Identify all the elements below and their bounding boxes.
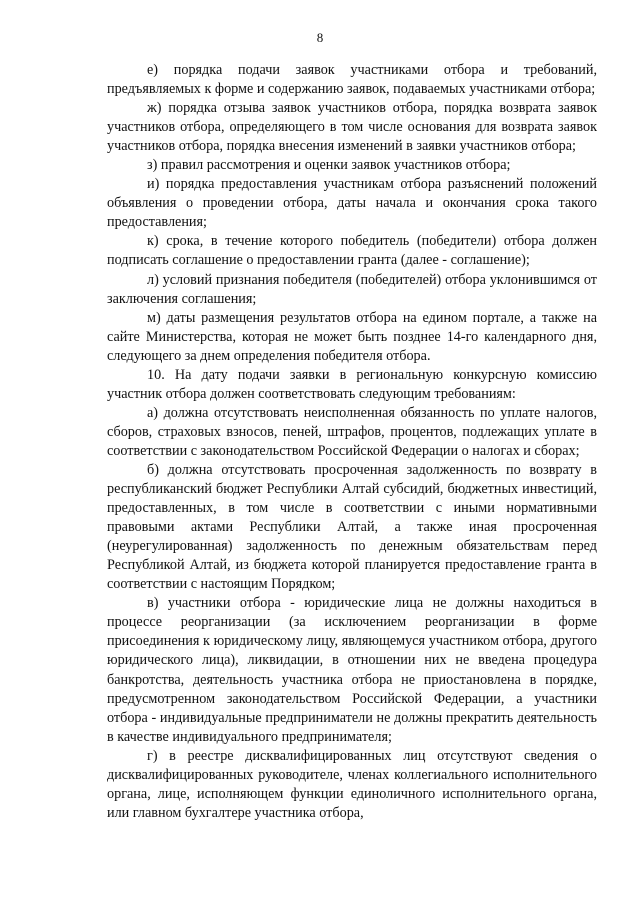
paragraph: а) должна отсутствовать неисполненная обязанность по уплате налогов, сборов, страховых взносов, пеней, штрафов, процентов, подлежащих уплате в соответствии с законодательством Российской Федерации о налогах и сборах; bbox=[107, 404, 597, 459]
paragraph: е) порядка подачи заявок участниками отбора и требований, предъявляемых к форме и содержанию заявок, подаваемых участниками отбора; bbox=[107, 62, 597, 98]
paragraph: и) порядка предоставления участникам отбора разъяснений положений объявления о проведении отбора, даты начала и окончания срока такого предоставления; bbox=[107, 176, 597, 231]
paragraph: л) условий признания победителя (победителей) отбора уклонившимся от заключения соглашения; bbox=[107, 271, 597, 307]
document-body bbox=[107, 61, 597, 823]
page-number: 8 bbox=[316, 30, 324, 45]
paragraph: 10. На дату подачи заявки в региональную конкурсную комиссию участник отбора должен соответствовать следующим требованиям: bbox=[107, 366, 597, 402]
paragraph: ж) порядка отзыва заявок участников отбора, порядка возврата заявок участников отбора, определяющего в том числе основания для возврата заявок участников отбора, порядка внесения изменений в заявки участников отбора; bbox=[107, 100, 597, 155]
paragraph: б) должна отсутствовать просроченная задолженность по возврату в республиканский бюджет Республики Алтай субсидий, бюджетных инвестиций, предоставленных, в том числе в соответствии с иными нормативными правовыми актами Республики Алтай, а также иная просроченная (неурегулированная) задолженность по денежным обязательствам перед Республикой Алтай, из бюджета которой планируется предоставление гранта в соответствии с настоящим Порядком; bbox=[107, 461, 597, 593]
paragraph: в) участники отбора - юридические лица не должны находиться в процессе реорганизации (за исключением реорганизации в форме присоединения к юридическому лицу, являющемуся участником отбора, другого юридического лица), ликвидации, в отношении них не введена процедура банкротства, деятельность участника отбора не приостановлена в порядке, предусмотренном законодательством Российской Федерации, а участники отбора - индивидуальные предприниматели не должны прекратить деятельность в качестве индивидуального предпринимателя; bbox=[107, 595, 597, 745]
paragraph: к) срока, в течение которого победитель (победители) отбора должен подписать соглашение о предоставлении гранта (далее - соглашение); bbox=[107, 233, 597, 269]
paragraph: з) правил рассмотрения и оценки заявок участников отбора; bbox=[147, 157, 511, 174]
paragraph: м) даты размещения результатов отбора на едином портале, а также на сайте Министерства, которая не может быть позднее 14-го календарного дня, следующего за днем определения победителя отбора. bbox=[107, 309, 597, 364]
paragraph: г) в реестре дисквалифицированных лиц отсутствуют сведения о дисквалифицированных руководителе, членах коллегиального исполнительного органа, лице, исполняющем функции единоличного исполнительного органа, или главном бухгалтере участника отбора, bbox=[107, 747, 597, 821]
